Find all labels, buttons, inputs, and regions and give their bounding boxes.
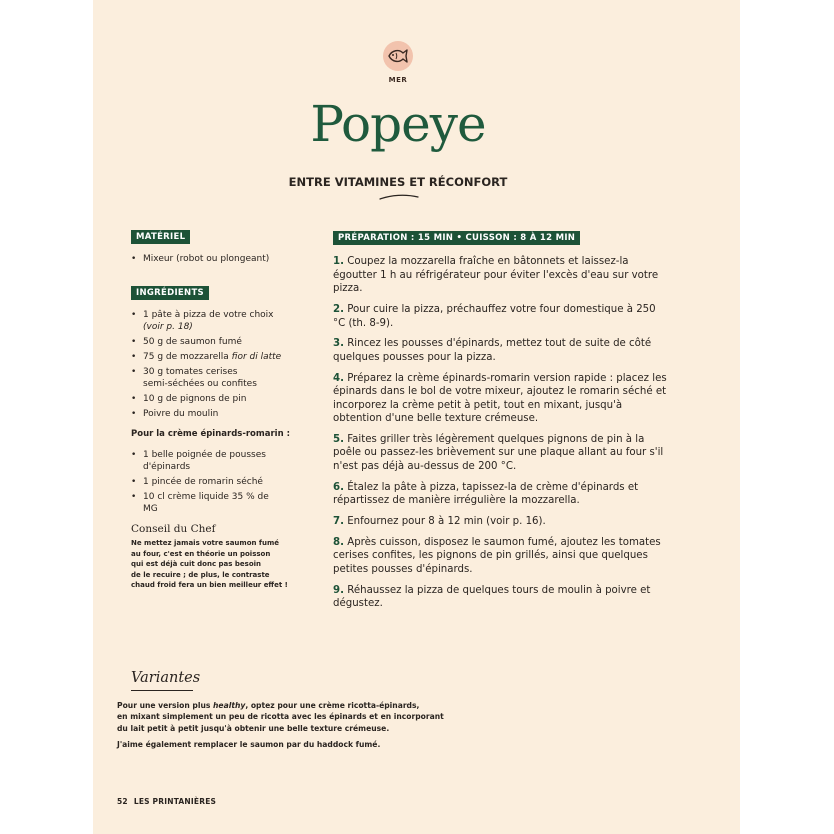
prep-step: 4. Préparez la crème épinards-romarin version rapide : placez les épinards dans le bol de votre mixeur, ajoutez le romarin séché et incorporez la crème petit à petit, tout en mixant, jusqu'à obtention d'une belle texture crémeuse. <box>333 372 667 424</box>
sub-ingredients-list <box>131 449 271 515</box>
list-item: • 50 g de saumon fumé <box>131 336 311 348</box>
list-item: • 10 g de pignons de pin <box>131 393 311 405</box>
list-item: • 1 belle poignée de pousses d'épinards <box>131 449 271 473</box>
page-number: 52 <box>117 797 128 806</box>
list-item: • Poivre du moulin <box>131 408 311 420</box>
recipe-page <box>93 0 740 834</box>
prep-step: 7. Enfournez pour 8 à 12 min (voir p. 16). <box>333 515 546 527</box>
list-item: • 30 g tomates cerises semi-séchées ou confites <box>131 366 263 390</box>
prep-step: 5. Faites griller très légèrement quelques pignons de pin à la poêle ou passez-les brièvement sur une plaque allant au four s'il n'est pas déjà au-dessus de 200 °C. <box>333 433 664 472</box>
list-item: • 1 pincée de romarin séché <box>131 476 271 488</box>
decorative-swash <box>379 193 419 201</box>
category-label: MER <box>388 76 408 84</box>
preparation-label: PRÉPARATION : 15 MIN • CUISSON : 8 À 12 MIN <box>333 231 580 245</box>
ingredients-label: INGRÉDIENTS <box>131 286 209 300</box>
preparation-steps <box>333 255 671 610</box>
sub-ingredients-heading: Pour la crème épinards-romarin : <box>131 429 291 439</box>
prep-step: 8. Après cuisson, disposez le saumon fumé, ajoutez les tomates cerises confites, les pignons de pin grillés, ainsi que quelques petites pousses d'épinards. <box>333 536 661 575</box>
list-item: • 10 cl crème liquide 35 % de MG <box>131 491 271 515</box>
variantes-title: Variantes <box>131 670 201 686</box>
ingredients-section <box>131 287 311 518</box>
list-item: • 75 g de mozzarella fior di latte <box>131 351 311 363</box>
variantes-paragraph: Pour une version plus healthy, optez pour une crème ricotta-épinards, en mixant simplement un peu de ricotta avec les épinards et en incorporant du lait petit à petit jusqu'à obtenir une belle texture crémeuse. <box>117 701 444 733</box>
chef-tip-text: Ne mettez jamais votre saumon fumé au four, c'est en théorie un poisson qui est déjà cuit donc pas besoin de le recuire ; de plus, le contraste chaud froid fera un bien meilleur effet ! <box>131 539 288 589</box>
prep-step: 2. Pour cuire la pizza, préchauffez votre four domestique à 250 °C (th. 8-9). <box>333 304 656 329</box>
list-item: • Mixeur (robot ou plongeant) <box>131 253 311 265</box>
recipe-title: Popeye <box>310 95 486 153</box>
chef-tip <box>131 523 311 591</box>
variantes-text <box>117 700 497 755</box>
prep-step: 9. Réhaussez la pizza de quelques tours de moulin à poivre et dégustez. <box>333 584 651 609</box>
prep-step: 1. Coupez la mozzarella fraîche en bâtonnets et laissez-la égoutter 1 h au réfrigérateur pour éviter l'excès d'eau sur votre pizza. <box>333 256 659 295</box>
prep-step: 3. Rincez les pousses d'épinards, mettez tout de suite de côté quelques pousses pour la pizza. <box>333 338 652 363</box>
variantes-underline <box>131 690 193 691</box>
ingredients-list <box>131 309 311 420</box>
list-item: • 1 pâte à pizza de votre choix (voir p. 18) <box>131 309 311 333</box>
prep-step: 6. Étalez la pâte à pizza, tapissez-la de crème d'épinards et répartissez de manière irrégulière la mozzarella. <box>333 481 639 506</box>
fish-icon <box>387 47 409 65</box>
materiel-section <box>131 231 311 268</box>
materiel-label: MATÉRIEL <box>131 230 190 244</box>
category-badge <box>383 41 413 71</box>
variantes-paragraph: J'aime également remplacer le saumon par du haddock fumé. <box>117 739 381 749</box>
preparation-section <box>333 231 671 618</box>
section-name: LES PRINTANIÈRES <box>133 797 217 806</box>
materiel-list <box>131 253 311 265</box>
chef-tip-title: Conseil du Chef <box>131 523 216 535</box>
recipe-subtitle: ENTRE VITAMINES ET RÉCONFORT <box>288 175 508 189</box>
page-footer <box>117 797 216 806</box>
